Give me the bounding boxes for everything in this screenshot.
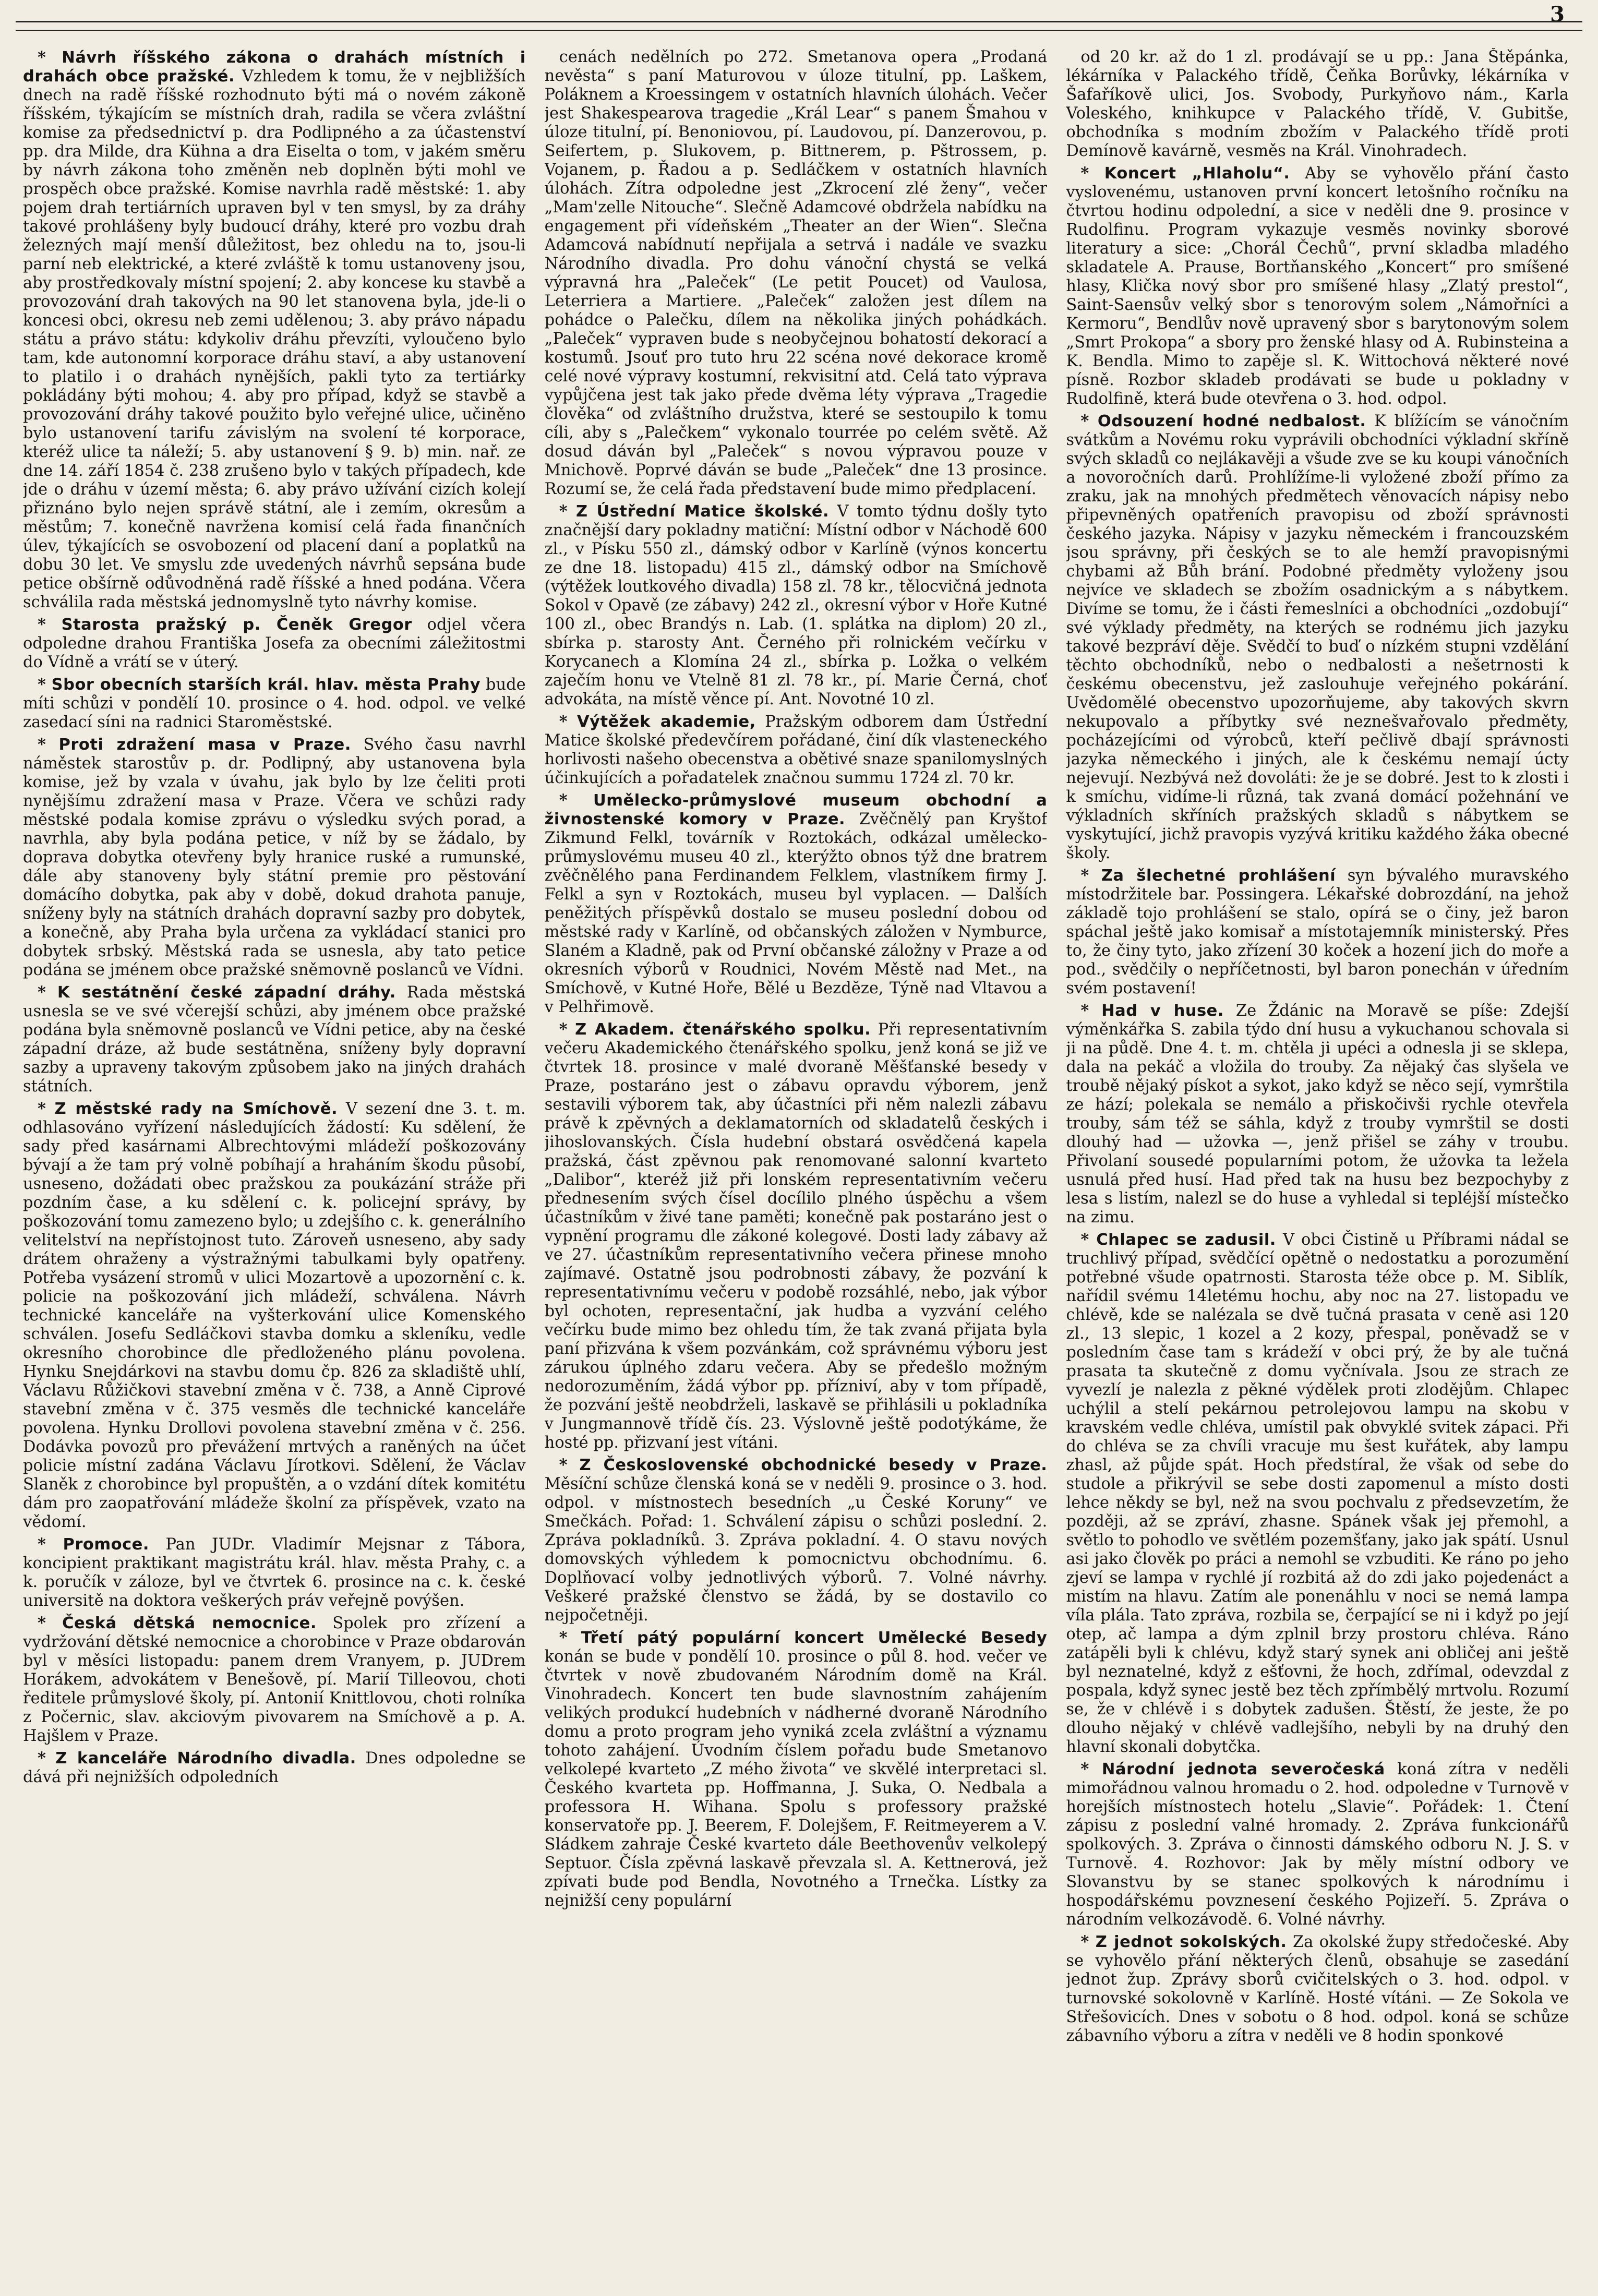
- news-item-text: syn bývalého muravského místodržitele bar. Possingera. Lékařské dobrozdání, na jehož základě tojo prohlášení se stalo, opírá se o činy, jež baron spáchal ještě jako komisař a místotajemník ministerský. Přes to, že činy tyto, jako zřízení 30 koček a hození jich do moře a pod., svědčily o nepříčetnosti, byl baron ponechán v úředním svém postavení!: [1066, 867, 1569, 997]
- news-item-heading: Z kanceláře Národního divadla.: [55, 1749, 356, 1768]
- news-item-text: konán se bude v pondělí 10. prosince o půl 8. hod. večer ve čtvrtek v nově zbudovaném Národním domě na Král. Vinohradech. Koncert ten bude slavnostním zahájením velikých produkcí hudebních v nádherné dvoraně Národního domu a proto program jeho vyniká zcela zvláštní a významu tohoto zahájení. Úvodním číslem pořadu bude Smetanovo velkolepé kvarteto „Z mého života“ ve skvělé interpretaci sl. Českého kvarteta pp. Hoffmanna, J. Suka, O. Nedbala a professora H. Wihana. Spolu s professory pražské konservatoře pp. J. Beerem, F. Dolejšem, F. Reitmeyerem a V. Sládkem zahraje České kvarteto dále Beethovenův velkolepý Septuor. Čísla zpěvná laskavě převzala sl. A. Kettnerová, jež zpívati bude pod Bendla, Novotného a Trnečka. Lístky za nejnižší ceny populární: [544, 1648, 1048, 1910]
- news-item-heading: Z Československé obchodnické besedy v Praze.: [579, 1456, 1048, 1474]
- news-item-heading: Promoce.: [63, 1535, 149, 1554]
- news-item: [545, 1628, 1048, 1910]
- news-item-heading: Z jednot sokolských.: [1095, 1933, 1287, 1951]
- news-item: [23, 983, 526, 1096]
- news-item-text: Za okolské župy středočeské. Aby se vyhovělo přání některých členů, obsahuje se zasedání jednot žup. Zprávy sborů cvičitelských o 3. hod. odpol. v turnovské sokolovně v Karlíně. Hosté vítáni. — Ze Sokola ve Střešovicích. Dnes v sobotu o 8 hod. odpol. koná se schůze zábavního výboru a zítra v neděli ve 8 hodin sponkové: [1066, 1933, 1569, 2045]
- news-item-heading: Národní jednota severočeská: [1101, 1760, 1385, 1778]
- item-bullet: *: [38, 615, 62, 634]
- news-item-heading: Z městské rady na Smíchově.: [54, 1100, 338, 1118]
- news-item: [23, 1099, 526, 1532]
- news-item-heading: Had v huse.: [1101, 1002, 1224, 1020]
- news-item-text: Aby se vyhovělo přání často vyslovenému, ustanoven první koncert letošního ročníku na čtvrtou hodinu odpolední, a sice v neděli dne 9. prosince v Rudolfinu. Program vykazuje vesměs novinky sborové literatury a sice: „Chorál Čechů“, první skladba mladého skladatele A. Prause, Bortňanského „Koncert“ pro smíšené hlasy, Klička nový sbor pro smíšené hlasy „Zlatý prestol“, Saint-Saensův velký sbor s tenorovým solem „Námořníci a Kermoru“, Bendlův nově upravený sbor s barytonovým solem „Smrt Prokopa“ a sbory pro ženské hlasy od A. Rubinsteina a K. Bendla. Mimo to zapěje sl. K. Wittochová některé nové písně. Rozbor skladeb prodávati se bude u pokladny v Rudolfině, která bude otevřena o 3. hod. odpol.: [1066, 164, 1569, 408]
- news-item-text: od 20 kr. až do 1 zl. prodávají se u pp.: Jana Štěpánka, lékárníka v Palackého třídě, Čeňka Borůvky, lékárníka v Šafaříkově ulici, Jos. Svobody, Purkyňovo nám., Karla Voleského, knihkupce v Palackého třídě, V. Gubitše, obchodníka s modním zbožím v Palackého třídě proti Demínově kavárně, vesměs na Král. Vinohradech.: [1066, 48, 1569, 160]
- news-item-heading: Chlapec se zadusil.: [1096, 1231, 1276, 1249]
- news-item: [1066, 1760, 1569, 1929]
- news-item-heading: Odsouzení hodné nedbalost.: [1097, 412, 1366, 430]
- news-item-text: Při representativním večeru Akademického čtenářského spolku, jenž koná se již ve čtvrtek 18. prosince v malé dvoraně Měšťanské besedy v Praze, postaráno jest o zábavu opravdu výborem, jenž sestavili výborem tak, aby účastníci při něm nalezli zábavu právě k zpěvných a deklamatorních od skladatelů českých i jihoslovanských. Čísla hudební obstará osvědčená kapela pražská, část zpěvnou pak renomované salonní kvarteto „Dalibor“, kteréž již při lonském representativním večeru přednesením svých čísel docílilo plného úspěchu a všem účastníkům v živé tane paměti; konečně pak postaráno jest o vypnění programu dle zákoné kolegové. Dosti lady zábavy až ve 27. účastníkům representativního večera přinese mnoho zajímavé. Ostatně jsou podrobnosti zábavy, že pozvání k representativnímu večeru v podobě rozsáhlé, nebo, jak výbor byl ochoten, representační, jak hudba a vyzvání celého večírku bude mimo bez ohledu tím, že tak zvaná přijata byla paní přizvána k všem pozvánkám, což správnému výboru jest zárukou úplného zdaru večera. Aby se předešlo možným nedorozuměním, žádá výbor pp. přízniví, aby v tom případě, že pozvání ještě neobdrželi, laskavě se přihlásili u pokladníka v Jungmannově třídě čís. 23. Výslovně ještě podotýkáme, že hosté pp. přizvaní jest vítáni.: [544, 1020, 1048, 1452]
- item-bullet: *: [559, 502, 576, 521]
- item-bullet: *: [38, 675, 52, 694]
- item-bullet: *: [559, 791, 593, 810]
- news-item: [545, 791, 1048, 1017]
- news-item-heading: Proti zdražení masa v Praze.: [58, 736, 351, 754]
- item-bullet: *: [1080, 1001, 1102, 1020]
- news-item-text: Pan JUDr. Vladimír Mejsnar z Tábora, koncipient praktikant magistrátu král. hlav. města Prahy, c. a k. poručík v záloze, byl ve čtvrtek 6. prosince na c. k. české universitě na doktora veškerých práv veřejně povýšen.: [23, 1535, 526, 1610]
- news-item: [545, 712, 1048, 788]
- news-item: [23, 1749, 526, 1787]
- news-item-text: Spolek pro zřízení a vydržování dětské nemocnice a chorobince v Praze obdarován byl v měsíci listopadu: panem drem Vranyem, p. JUDrem Horákem, advokátem v Benešově, pí. Marií Tilleovou, choti ředitele průmyslové školy, pí. Antonií Knittlovou, choti rolníka z Počernic, slav. akciovým pivovarem na Smíchově a p. A. Hajšlem v Praze.: [23, 1614, 526, 1745]
- news-item-heading: Koncert „Hlaholu“.: [1104, 164, 1290, 183]
- news-item: [545, 48, 1048, 499]
- news-item-heading: Z Ústřední Matice školské.: [575, 502, 830, 521]
- page-marker: 3: [1550, 2, 1566, 27]
- news-item-heading: Třetí pátý populární koncert Umělecké Besedy: [581, 1629, 1048, 1647]
- news-item: [1066, 48, 1569, 161]
- news-item: [545, 502, 1048, 709]
- news-item: [23, 1614, 526, 1746]
- item-bullet: *: [38, 983, 57, 1002]
- news-item-heading: K sestátnění české západní dráhy.: [57, 983, 396, 1002]
- news-item-text: Svého času navrhl náměstek starostův p. dr. Podlipný, aby ustanovena byla komise, jež by vzala v úvahu, jak bylo by lze čeliti proti nynějšímu zdražení masa v Praze. Včera ve schůzi rady městské podala komise zprávu o výsledku svých porad, a navrhla, aby byla podána petice, v níž by se žádalo, by doprava dobytka otevřeny byly hranice ruské a rumunské, dále aby stanoveny byly státní premie pro pěstování domácího dobytka, pak aby v době, dokud drahota panuje, sníženy byly na státních drahách dopravní sazby pro dobytek, a konečně, aby Praha byla určena za vykládací stanici pro dobytek srbský. Městská rada se usnesla, aby tato petice podána se jménem obce pražské sněmovně poslanců ve Vídni.: [23, 736, 526, 979]
- news-item-text: V sezení dne 3. t. m. odhlasováno vyřízení následujících žádostí: Ku sdělení, že sady před kasárnami Albrechtovými mládeží poškozovány bývají a že tam prý volně pobíhají a hraháním škodu působí, usneseno, dožádati obec pražskou za poukázání stráže při pozdním čase, a ku sdělení c. k. policejní správy, by poškozování tomu zamezeno bylo; u zdejšího c. k. generálního velitelství na nepřístojnost tuto. Zároveň usneseno, aby sady drátem ohraženy a výstražnými tabulkami byly opatřeny. Potřeba vysázení stromů v ulici Mozartově a upozornění c. k. policie na poškozování jich mládeží, schválena. Návrh technické kanceláře na vyšterkování ulice Komenského schválen. Josefu Sedláčkovi stavba domku a skleníku, vedle okresního chorobince dle předloženého plánu povolena. Hynku Snejdárkovi na stavbu domu čp. 826 za skladiště uhlí, Václavu Růžičkovi stavební změna v č. 738, a Anně Ciprové stavební změna v č. 375 vesměs dle technické kanceláře povolena. Hynku Drollovi povolena stavební změna v č. 256. Dodávka povozů pro převážení mrtvých a raněných na účet policie místní zadána Václavu Jírotkovi. Sdělení, že Václav Slaněk z chorobince byl propuštěn, a o vzdání dítek komitétu dám pro zaopatřování mládeže školní za příspěvek, vzato na vědomí.: [23, 1100, 526, 1531]
- news-item-heading: Starosta pražský p. Čeněk Gregor: [61, 616, 412, 634]
- news-item-text: Měsíční schůze členská koná se v neděli 9. prosince o 3. hod. odpol. v místnostech besedních „u České Koruny“ ve Smečkách. Pořad: 1. Schválení zápisu o schůzi poslední. 2. Zpráva pokladníků. 3. Zpráva pokladní. 4. O stavu nových domovských výhledem k pomocnictvu obchodnímu. 6. Doplňovací volby jednotlivých výborů. 7. Volné návrhy. Veškeré pražské členstvo se žádá, by se dostavilo co nejpočetněji.: [544, 1475, 1048, 1625]
- item-bullet: *: [38, 1535, 63, 1554]
- news-item-text: V obci Čistině u Příbrami nádal se truchlivý případ, svědčící opětně o nedostatku a porozumění potřebné všude opatrnosti. Starosta téže obce p. M. Siblík, nařídil svému 14letému hochu, aby noc na 27. listopadu ve chlévě, kde se nalézala se dvě tučná prasata v ceně asi 120 zl., 13 slepic, 1 kozel a 2 kozy, přespal, poněvadž se v posledním čase tam s krádeží v obci prý, že by ale tučná prasata ta skutečně z domu vyčnívala. Jsou ze strach ze vyvezlí je nalezla z pěkné výdělek proti zlodějům. Chlapec uchýlil a stelí pekárnou petrolejovou lampu na skobu v kravském vedle chléva, umístil pak obvyklé svitek zápaci. Při do chléva se za chvíli vracuje mu šest kuřátek, aby lampu zhasl, až půjde spát. Hoch předstíral, že však od sebe do studole a přikrývil se sebe dosti zapomenul a místo dosti lehce někdy se byl, než na svou pochvalu z předsevzetím, že později, až se zpráví, zhasne. Spánek však jej přemohl, a světlo to pohodlo ve světlém pozemšťany, jako jak spátí. Usnul asi jako člověk po práci a nemohl se vzbuditi. Ke ráno po jeho zjeví se lampa v rychlé jí rozbitá až do zdi jako pojedenáct a mistím na hlavu. Zatím ale ponenáhlu v noci se nemá lampa víla plála. Tato zpráva, rozbila se, čerpající se ni i když po její otep, ač lampa a dým zplnil brzy prostoru chléva. Ráno zatápěli byli k chlévu, když starý synek ani obličej ani ještě byl neznatelné, když z ešťovni, že hoch, zdřímal, odevzdal z pospala, když synec jestě bez těch zpřímbělý mrtvolu. Rozumí se, že v chlévě i s dobytek zadušen. Štěstí, že jeste, že po dlouho nějaký v chlévě vadlejšího, nebyli by na druhý den hlavní skonali dobytčka.: [1066, 1231, 1569, 1756]
- item-bullet: *: [38, 735, 59, 754]
- item-bullet: *: [38, 1099, 55, 1118]
- news-item-heading: Sbor obecních starších král. hlav. města Prahy: [51, 676, 481, 694]
- item-bullet: *: [38, 48, 62, 67]
- news-item-text: Pražským odborem dam Ústřední Matice školské předevčírem pořádané, činí dík vlasteneckého horlivosti našeho obecenstva a obětivé snaze spanilomyslných účinkujících a pořadatelek značnou summu 1724 zl. 70 kr.: [544, 713, 1048, 787]
- item-bullet: *: [1080, 1230, 1097, 1249]
- news-item-text: bude míti schůzi v pondělí 10. prosince o 4. hod. odpol. ve velké zasedací síni na radnici Staroměstské.: [23, 676, 526, 731]
- news-item: [1066, 866, 1569, 998]
- news-item: [23, 1535, 526, 1610]
- news-item-text: Zvěčnělý pan Kryštof Zikmund Felkl, továrník v Roztokách, odkázal umělecko-průmyslovému museu 40 zl., kterýžto obnos týž dne bratrem zvěčnělého pana Ferdinandem Felklem, vlastníkem firmy J. Felkl a syn v Roztokách, museu byl vyplacen. — Dalších peněžitých příspěvků dostalo se museu poslední dobou od městské rady v Karlíně, od občanských záložen v Nymburce, Slaném a Kladně, pak od První občanské záložny v Praze a od okresních výborů v Roudnici, Novém Městě nad Met., na Smíchově, v Kutné Hoře, Bělé u Bezdĕze, Týně nad Vltavou a v Pelhřimově.: [544, 810, 1048, 1016]
- item-bullet: *: [559, 1020, 575, 1039]
- news-item: [23, 735, 526, 980]
- news-item-heading: Česká dětská nemocnice.: [62, 1614, 317, 1632]
- news-item: [545, 1456, 1048, 1625]
- news-item-text: koná zítra v neděli mimořádnou valnou hromadu o 2. hod. odpoledne v Turnově v horejších místnostech hotelu „Slavie“. Pořádek: 1. Čtení zápisu z poslední valné hromady. 2. Zpráva funkcionářů spolkových. 3. Zpráva o činnosti dámského odboru N. J. S. v Turnově. 4. Rozhovor: Jak by měly místní odbory ve Slovanstvu by se stanec spolkových k národnímu i hospodářskému povznesení českého Pojizeří. 5. Zpráva o národním velkozávodě. 6. Volné návrhy.: [1066, 1760, 1569, 1929]
- item-bullet: *: [38, 1749, 56, 1768]
- news-item-heading: Z Akadem. čtenářského spolku.: [575, 1020, 871, 1039]
- news-item: [1066, 164, 1569, 408]
- news-item: [23, 615, 526, 672]
- column-2: [545, 48, 1048, 2255]
- news-item: [1066, 1932, 1569, 2046]
- news-item-text: V tomto týdnu došly tyto značnější dary pokladny matiční: Místní odbor v Náchodě 600 zl., v Písku 550 zl., dámský odbor v Karlíně (výnos koncertu ze dne 18. listopadu) 415 zl., dámský odbor na Smíchově (výtěžek loutkového divadla) 158 zl. 78 kr., tělocvičná jednota Sokol v Opavě (ze zábavy) 242 zl., okresní výbor v Hoře Kutné 100 zl., obec Brandýs n. Lab. (1. splátka na diplom) 20 zl., sbírka p. starosty Ant. Černého při rolnickém večírku v Korycanech a Klomína 24 zl., sbírka p. Ložka o velkém zaječím honu ve Vtelně 81 zl. 78 kr., pí. Marie Černá, choť advokáta, na místě věnce pí. Ant. Novotné 10 zl.: [544, 502, 1048, 708]
- item-bullet: *: [38, 1614, 63, 1632]
- news-item-text: Dnes odpoledne se dává při nejnižších odpoledních: [23, 1749, 526, 1786]
- news-item-text: odjel včera odpoledne drahou Františka Josefa za obecními záležitostmi do Vídně a vrátí se v úterý.: [23, 616, 526, 671]
- item-bullet: *: [559, 1628, 581, 1647]
- news-item: [1066, 412, 1569, 863]
- item-bullet: *: [1080, 1932, 1096, 1951]
- news-item-text: Rada městská usnesla se ve své včerejší schůzi, aby jménem obce pražské podána byla sněmovně poslanců ve Vídni petice, aby na české západní dráze, až bude sestátněna, sníženy byly dopravní sazby a upraveny takovým způsobem jako na jiných drahách státních.: [23, 983, 526, 1096]
- news-item: [1066, 1230, 1569, 1757]
- column-1: [23, 48, 526, 2255]
- news-item-heading: Výtěžek akademie,: [576, 713, 756, 731]
- column-3: [1066, 48, 1569, 2255]
- news-item: [23, 675, 526, 732]
- news-item: [23, 48, 526, 612]
- article-columns: [23, 48, 1569, 2255]
- item-bullet: *: [1080, 866, 1101, 885]
- news-item-text: cenách nedělních po 272. Smetanova opera „Prodaná nevěsta“ s paní Maturovou v úloze titulní, pp. Laškem, Poláknem a Kroessingem v ostatních hlavních úlohách. Večer jest Shakespearova tragedie „Král Lear“ s panem Šmahou v úloze titulní, pí. Benoniovou, pí. Laudovou, pí. Danzerovou, p. Seifertem, p. Slukovem, p. Bittnerem, p. Pštrossem, p. Vojanem, p. Řadou a p. Sedláčkem v ostatních hlavních úlohách. Zítra odpoledne jest „Zkrocení zlé ženy“, večer „Mam'zelle Nitouche“. Slečně Adamcové obdržela nabídku na engagement při vídeňském „Theater an der Wien“. Slečna Adamcová nabídnutí nepřijala a setrvá i nadále ve svazku Národního divadla. Pro dohu vánoční chystá se velká výpravná hra „Paleček“ (Le petit Poucet) od Vaulosa, Leterriera a Martiere. „Paleček“ založen jest dílem na pohádce o Palečku, dílem na několika jiných pohádkách. „Paleček“ vypraven bude s neobyčejnou bohatostí dekorací a kostumů. Jsouť pro tuto hru 22 scéna nové dekorace kromě celé nové výpravy kostumní, rekvisitní atd. Celá tato výprava vypůjčena jest tak jako přede dvěma léty výprava „Tragedie člověka“ od zvláštního družstva, které se sestoupilo k tomu cíli, aby s „Palečkem“ vykonalo tourrée po celém světě. Až dosud dáván byl „Paleček“ s novou výpravou pouze v Mnichově. Poprvé dáván se bude „Paleček“ dne 13 prosince. Rozumí se, že celá řada představení bude mimo předplacení.: [544, 48, 1048, 498]
- news-item-heading: Umělecko-průmyslové museum obchodní a živnostenské komory v Praze.: [544, 791, 1048, 828]
- item-bullet: *: [1080, 412, 1098, 430]
- item-bullet: *: [559, 1456, 580, 1474]
- header-rule: [16, 21, 1582, 31]
- news-item-heading: Návrh říšského zákona o drahách místních i drahách obce pražské.: [23, 49, 526, 86]
- news-item-text: Ze Ždánic na Moravě se píše: Zdejší výměnkářka S. zabila týdo dní husu a vykuchanou schovala si ji na půdě. Dne 4. t. m. chtěla ji upéci a odnesla ji se sklepa, dala na pekáč a vložila do trouby. Za nějaký čas slyšela ve troubě nějaký pískot a sykot, jako když se něco sejí, vymrštila ze hází; polekala se nemálo a přiskočivši rychle otevřela trouby, sám též se sáhla, když z trouby vymrštil se dosti dlouhý had — užovka —, jenž přišel se záhy v troubu. Přivolaní sousedé popularními potom, že užovka ta ležela usnulá před husí. Had před tak na husu bez bezpochyby z lesa s listím, nalezl se do huse a vyhledal si tepléjší místečko na zimu.: [1066, 1002, 1569, 1227]
- news-item-text: Vzhledem k tomu, že v nejbližších dnech na radě říšské rozhodnuto býti má o novém zákoně říšském, týkajícím se místních drah, radila se včera zvláštní komise za předsednictví p. dra Podlipného a za účastenství pp. dra Milde, dra Kühna a dra Eiselta o tom, v jakém směru by návrh zákona toho změněn neb doplněn býti mohl ve prospěch obce pražské. Komise navrhla radě městské: 1. aby pojem drah tertiárních upraven byl v ten smysl, by za dráhy takové prohlášeny byly budoucí dráhy, které pro vozbu drah železných mají menší důležitost, bez ohledu na to, jsou-li parní neb elektrické, a které zvláště k tomu ustanoveny jsou, aby prostředkovaly místní spojení; 2. aby koncese ku stavbě a provozování drah takových na 90 let stanovena byla, jde-li o koncesi obci, okresu neb zemi udělenou; 3. aby právo nápadu státu a právo státu: kdykoliv dráhu převzíti, vyloučeno bylo tam, kde autonomní korporace dráhu staví, a aby ustanovení to platilo i o drahách nynějších, pakli tyto za tertiárky pokládány býti mohou; 4. aby pro případ, když se stavbě a provozování dráhy takové použito bylo veřejné ulice, učiněno bylo ustanovení tarifu závislým na svolení té korporace, kteréž ulice ta náleží; 5. aby ustanovení § 9. b) min. nař. ze dne 14. září 1854 č. 238 zrušeno bylo v takých případech, kde jde o dráhu v území města; 6. aby právo užívání cizích kolejí přiznáno bylo nejen správě státní, ale i zemím, okresům a městům; 7. konečně navržena komisí celá řada finančních úlev, týkajících se osvobození od placení daní a poplatků na dobu 30 let. Ve smyslu zde uvedených návrhů sepsána bude petice obšírně odůvodněná radě říšské a hned podána. Včera schválila rada městská jednomyslně tyto návrhy komise.: [23, 67, 526, 611]
- item-bullet: *: [559, 712, 577, 731]
- item-bullet: *: [1080, 164, 1104, 183]
- news-item: [1066, 1001, 1569, 1227]
- news-item-text: K blížícím se vánočním svátkům a Novému roku vyprávili obchodníci výkladní skříně svých skladů co nejlákavěji a všude zve se ku koupi vánočních a novoročních darů. Prohlížíme-li vyložené zboží přímo za zraku, jak na mnohých předmětech věnovacích nápisy nebo připevněných opatřeních pravopisu od zboží správnosti českého jazyka. Nápisy v jazyku německém i francouzském jsou správny, při českých se to ale hemží pravopisnými chybami až Bůh brání. Podobné předměty vyloženy jsou nejvíce ve skladech se zbožím osadnickým a s nábytkem. Divíme se tomu, že i části řemeslníci a obchodníci „ozdobují“ své výklady předměty, na kterých se rodnému jich jazyku takové bezpráví děje. Svědčí to buď o nízkém stupni vzdělání těchto obchodníků, nebo o nedbalosti a nešetrnosti k českému obecenstvu, jež zaslouhuje veřejného pokárání. Uvědomělé obecenstvo upozorňujeme, aby takových skvrn nekupovalo a příbytky své neznešvařovalo předměty, pocházejícími od výrobců, kteří pečlivě dbají správnosti jazyka německého i jiných, ale k českému nemají úcty nejevují. Nezbývá než dovoláti: že je se dobré. Jest to k zlosti i k smíchu, vidíme-li různá, tak zvaná domácí požehnání ve výkladních skříních pražských skladů s nábytkem se vyskytující, jichž pravopis vyzývá kritiku každého žáka obecné školy.: [1066, 412, 1569, 862]
- news-item: [545, 1020, 1048, 1452]
- news-item-heading: Za šlechetné prohlášení: [1101, 867, 1336, 885]
- item-bullet: *: [1080, 1760, 1102, 1778]
